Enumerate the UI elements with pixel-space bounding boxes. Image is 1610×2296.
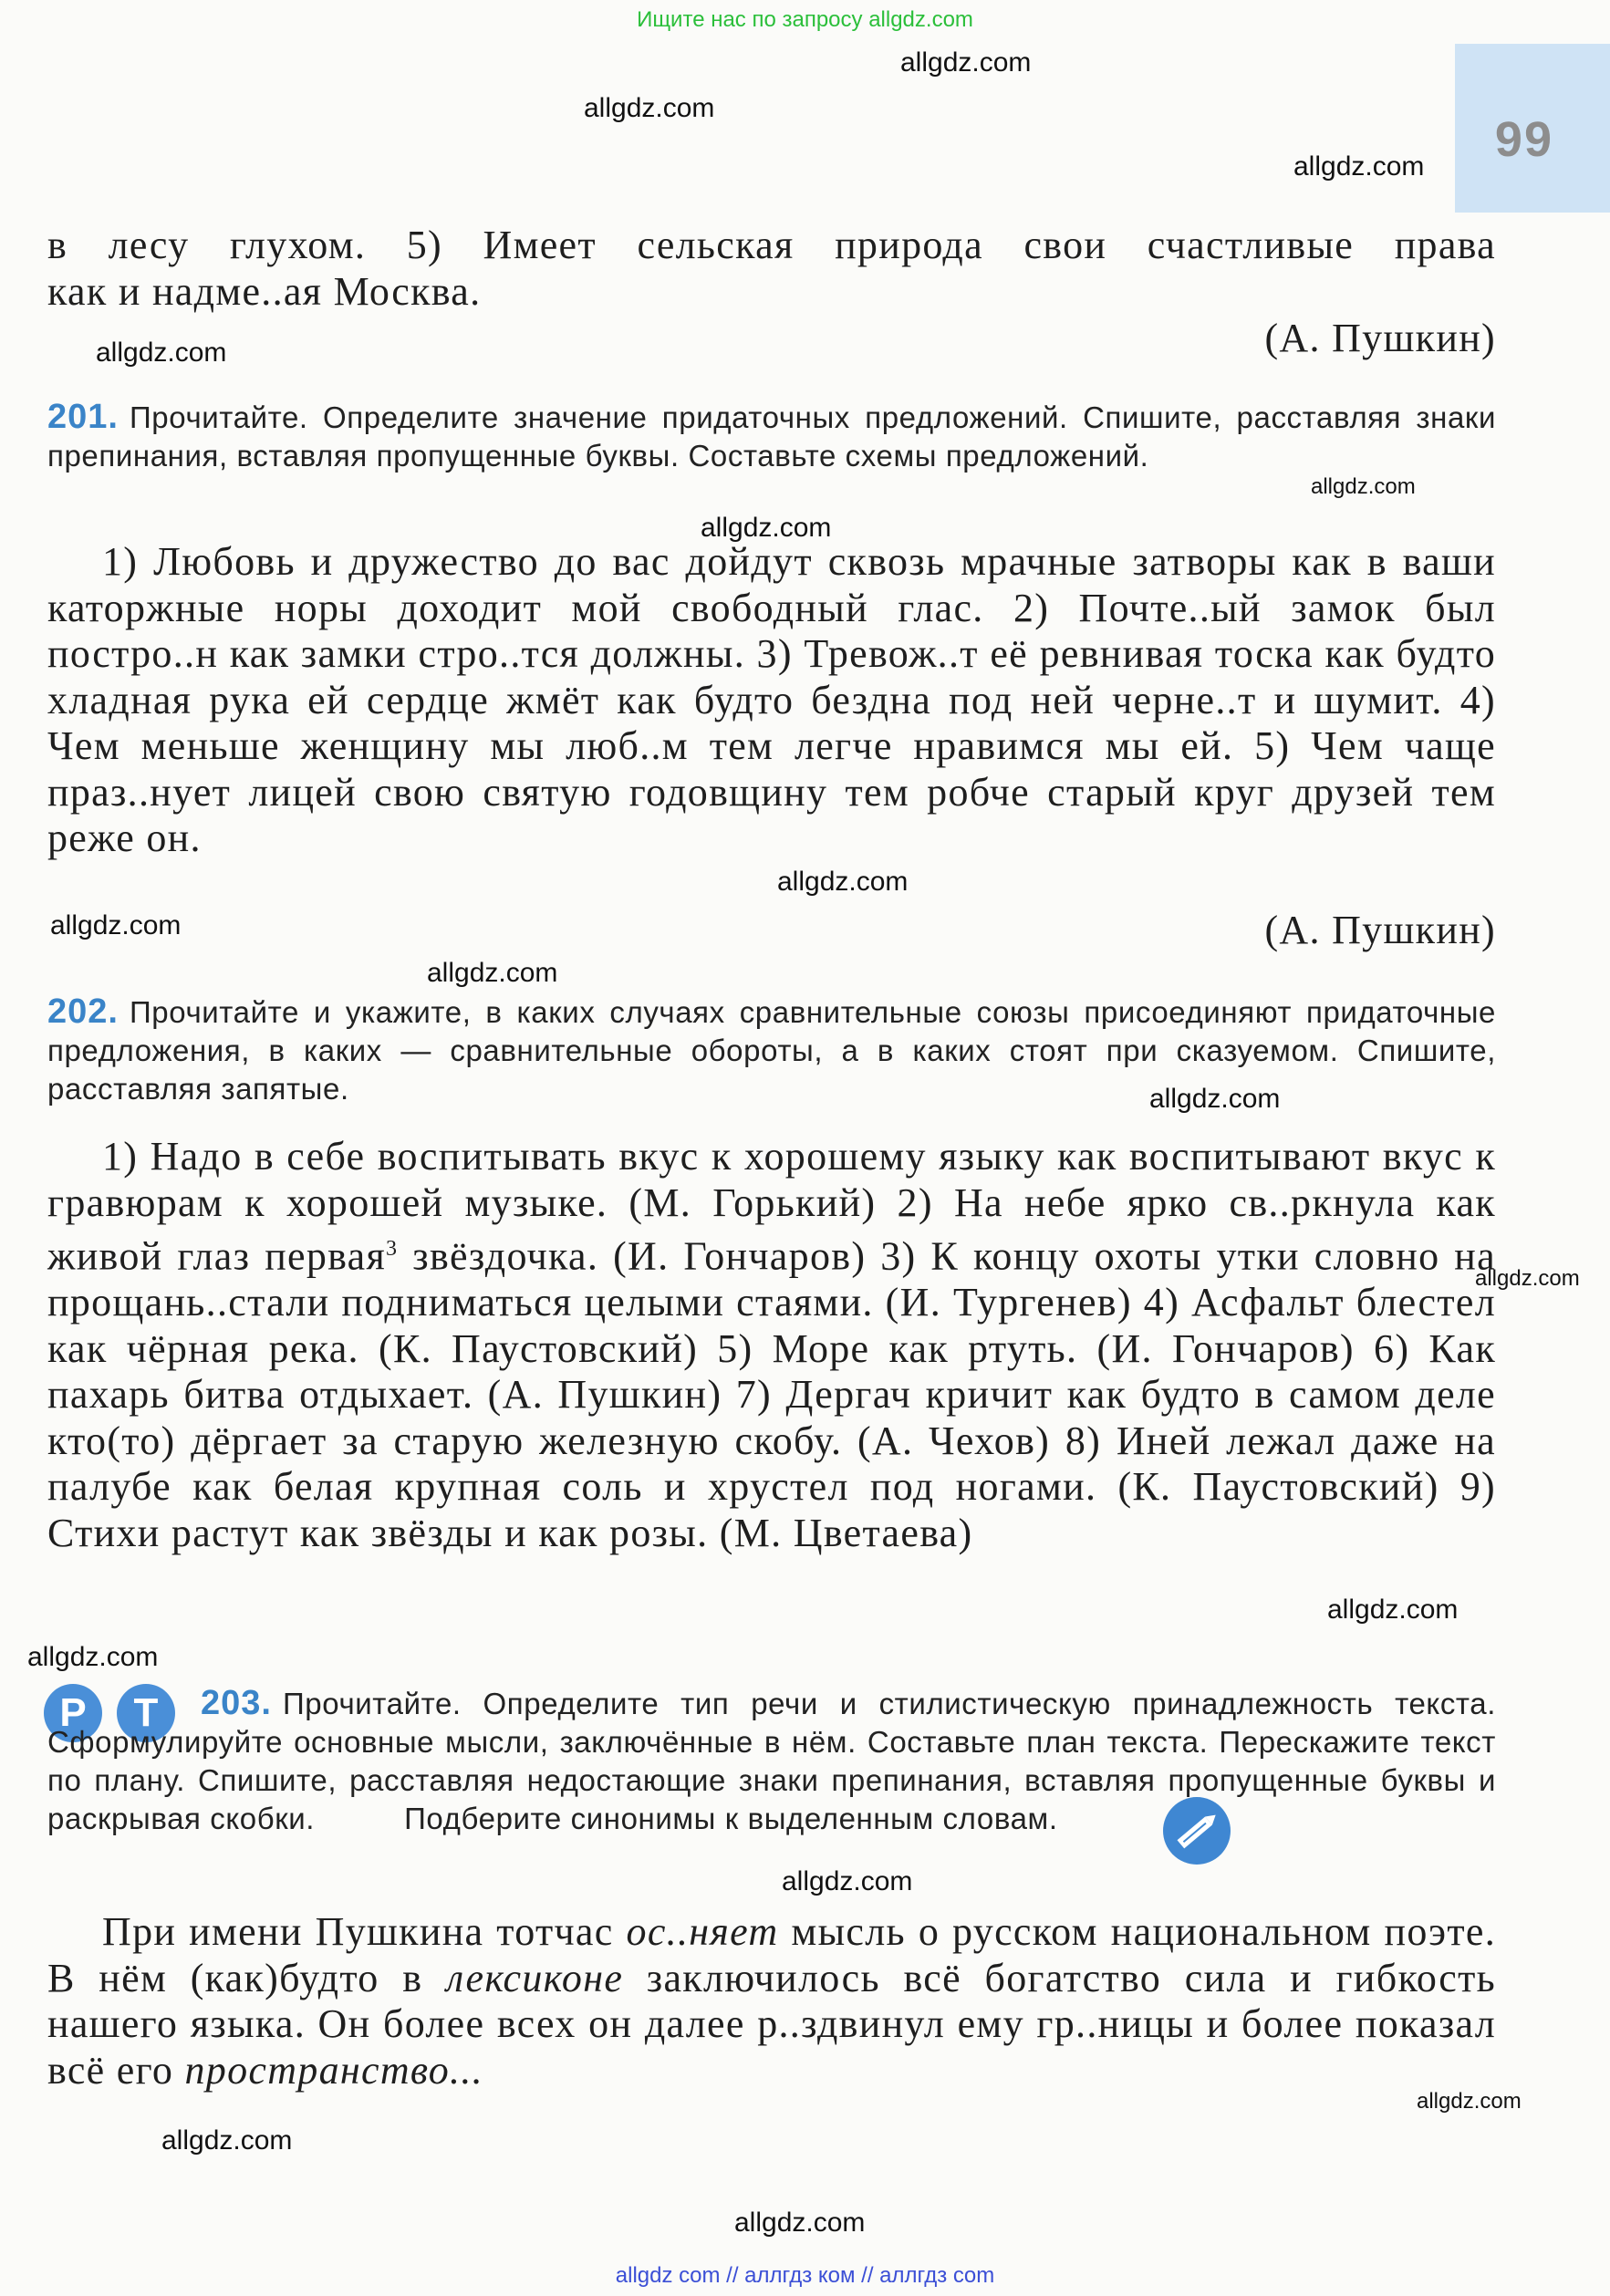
task-instructions-after-icon: Подберите синонимы к выделенным словам. bbox=[404, 1802, 1058, 1835]
text-segment: При имени Пушкина тотчас bbox=[102, 1909, 627, 1954]
highlighted-word: ос..няет bbox=[626, 1909, 779, 1954]
footer-links[interactable]: allgdz com // аллгдз ком // аллгдз com bbox=[615, 2263, 995, 2288]
watermark: allgdz.com bbox=[782, 1866, 913, 1896]
intro-line-1: в лесу глухом. 5) Имеет сельская природа свои счастливые права bbox=[47, 223, 1496, 267]
pencil-icon bbox=[1163, 1797, 1231, 1865]
task-number: 201. bbox=[47, 398, 119, 436]
watermark: allgdz.com bbox=[27, 1642, 159, 1672]
watermark: allgdz.com bbox=[777, 867, 909, 897]
intro-text bbox=[47, 223, 1496, 315]
watermark: allgdz.com bbox=[701, 513, 832, 543]
watermark: allgdz.com bbox=[1327, 1595, 1459, 1625]
watermark: allgdz.com bbox=[96, 338, 227, 368]
exercise-201-text: 1) Любовь и дружество до вас дойдут сквозь мрачные затворы как в ваши каторжные норы доходит мой свободный глас. 2) Почте..ый замок был постро..н как замки стро..тся должны. 3) Тревож..т её ревнивая тоска как будто хладная рука ей сердце жмёт как будто бездна под ней черне..т и шумит. 4) Чем меньше женщину мы люб..м тем легче нравимся мы ей. 5) Чем чаще праз..нует лицей свою святую годовщину тем робче старый круг друзей тем реже он. bbox=[47, 539, 1496, 860]
top-banner[interactable]: Ищите нас по запросу allgdz.com bbox=[637, 7, 973, 32]
speech-badge-icon: Р bbox=[44, 1684, 102, 1742]
watermark: allgdz.com bbox=[50, 910, 182, 940]
task-instructions: Прочитайте. Определите тип речи и стилистическую принадлежность текста. Сформулируйте основные мысли, заключённые в нём. Составьте план текста. Перескажите текст по плану. Спишите, расставляя недостающие знаки препинания, вставляя пропущенные буквы и раскрывая скобки. bbox=[47, 1687, 1496, 1835]
page-number: 99 bbox=[1494, 112, 1553, 167]
task-instructions: Прочитайте и укажите, в каких случаях сравнительные союзы присоединяют придаточные предложения, в каких — сравнительные обороты, а в каких стоят при сказуемом. Спишите, расставляя запятые. bbox=[47, 995, 1496, 1106]
exercise-202-part-2: звёздочка. (И. Гончаров) 3) К концу охоты утки словно на прощань..стали подниматься целыми стаями. (И. Тургенев) 4) Асфальт блестел как чёрная река. (К. Паустовский) 5) Море как ртуть. (И. Гончаров) 6) Как пахарь битва отдыхает. (А. Пушкин) 7) Дергач кричит как будто в самом деле кто(то) дёргает за старую железную скобу. (А. Чехов) 8) Иней лежал даже на палубе как белая крупная соль и хрустел под ногами. (К. Паустовский) 9) Стихи растут как звёзды и как розы. (М. Цветаева) bbox=[47, 1233, 1496, 1555]
watermark: allgdz.com bbox=[427, 958, 558, 988]
watermark: allgdz.com bbox=[734, 2208, 866, 2238]
watermark: allgdz.com bbox=[1475, 1266, 1580, 1291]
exercise-203-text bbox=[47, 1909, 1496, 2093]
task-203 bbox=[47, 1684, 1496, 1838]
task-number: 202. bbox=[47, 992, 119, 1031]
footnote-mark: 3 bbox=[386, 1237, 399, 1261]
watermark: allgdz.com bbox=[1149, 1084, 1281, 1114]
intro-line-2: как и надме..ая Москва. bbox=[47, 268, 482, 314]
highlighted-word: лексиконе bbox=[445, 1955, 624, 2000]
text-badge-icon: Т bbox=[117, 1684, 175, 1742]
watermark: allgdz.com bbox=[900, 47, 1032, 78]
task-number: 203. bbox=[201, 1684, 272, 1722]
intro-author: (А. Пушкин) bbox=[1264, 316, 1496, 360]
highlighted-word: пространство... bbox=[184, 2047, 483, 2093]
text-segment: мысль о русском национальном поэте. В нём (как)будто в bbox=[47, 1909, 1496, 2000]
exercise-202-text bbox=[47, 1134, 1496, 1556]
exercise-202-part-1: 1) Надо в себе воспитывать вкус к хорошему языку как воспитывают вкус к гравюрам к хорошей музыке. (М. Горький) 2) На небе ярко св..ркнула как живой глаз первая bbox=[47, 1134, 1496, 1279]
watermark: allgdz.com bbox=[1293, 151, 1425, 182]
task-instructions: Прочитайте. Определите значение придаточных предложений. Спишите, расставляя знаки препинания, вставляя пропущенные буквы. Составьте схемы предложений. bbox=[47, 400, 1496, 473]
task-201 bbox=[47, 398, 1496, 475]
watermark: allgdz.com bbox=[584, 93, 715, 123]
task-202 bbox=[47, 992, 1496, 1108]
watermark: allgdz.com bbox=[1417, 2089, 1522, 2114]
watermark: allgdz.com bbox=[161, 2125, 293, 2156]
text-segment: заключилось всё богатство сила и гибкость нашего языка. Он более всех он далее р..здвинул ему гр..ницы и более показал всё его bbox=[47, 1955, 1497, 2093]
watermark: allgdz.com bbox=[1311, 474, 1416, 499]
exercise-201-author: (А. Пушкин) bbox=[1264, 908, 1496, 952]
